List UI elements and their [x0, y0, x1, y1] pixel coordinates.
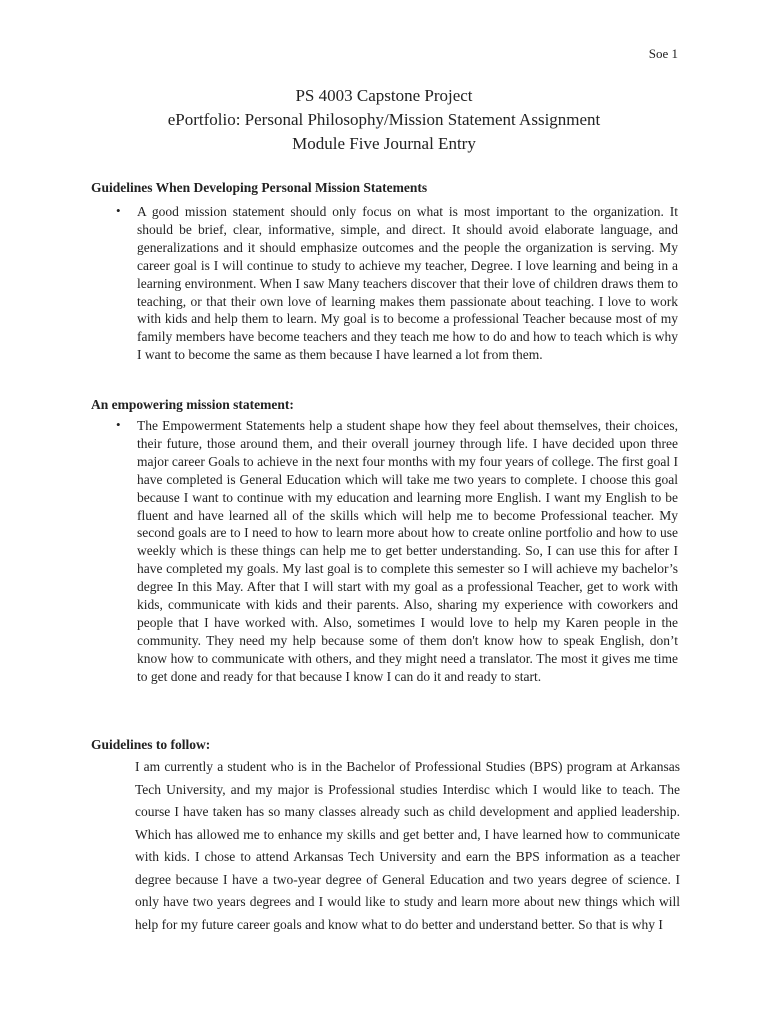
section-body-guidelines-follow: I am currently a student who is in the Bachelor of Professional Studies (BPS) program at Arkansas Tech University, and my major is Professional studies Interdisc which I would like to teach. The course I have taken has so many classes already such as child development and applied leadership. Which has allowed me to enhance my skills and get better and, I have learned how to communicate with kids. I chose to attend Arkansas Tech University and earn the BPS information as a teacher degree because I have a two-year degree of General Education and two years degree of science. I only have two years degrees and I would like to study and learn more about new things which will help for my future career goals and know what to do better and understand better. So that is why I [135, 759, 680, 932]
bullet-item-empowering [116, 417, 678, 723]
title-line-journal: Module Five Journal Entry [292, 134, 476, 153]
title-line-course: PS 4003 Capstone Project [295, 86, 473, 105]
bullet-item-mission [116, 203, 678, 381]
section-heading-guidelines-mission: Guidelines When Developing Personal Mission Statements [91, 180, 428, 195]
section-heading-empowering: An empowering mission statement: [91, 397, 294, 412]
section-body-empowering: The Empowerment Statements help a student shape how they feel about themselves, their choices, their future, those around them, and their overall journey through life. I have decided upon three major career Goals to achieve in the next four months with my four years of college. The first goal I have completed is General Education which will take me two years to complete. I choose this goal because I want to continue with my education and learning more English. I want my English to be fluent and have learned all of the skills which will help me to become Professional teacher. My second goals are to I need to how to learn more about how to create online portfolio and how to use weekly which is these things can help me to get better understanding. So, I can use this for after I have completed my goals. My last goal is to complete this semester so I will achieve my bachelor’s degree In this May. After that I will start with my goal as a professional Teacher, get to work with kids, communicate with kids and their parents. Also, sharing my experience with coworkers and people that I have worked with. Also, sometimes I would love to help my Karen people in the community. They need my help because some of them don't know how to speak English, don’t know how to communicate with others, and they might need a translator. The most it gives me time to get done and ready for that because I know I can do it and ready to start. [137, 418, 678, 684]
section-body-mission: A good mission statement should only focus on what is most important to the organization. It should be brief, clear, informative, simple, and direct. It should avoid elaborate language, and generalizations and it should emphasize outcomes and the people the organization is serving. My career goal is I will continue to study to achieve my teacher, Degree. I love learning and being in a learning environment. When I saw Many teachers discover that their love of children draws them to teaching, or that their own love of learning makes them passionate about teaching. I love to work with kids and help them to learn. My goal is to become a professional Teacher because most of my family members have become teachers and they teach me how to do and how to teach which is why I want to become the same as them because I have learned a lot from them. [137, 204, 678, 363]
section-heading-guidelines-follow: Guidelines to follow: [91, 737, 211, 752]
page-number-header: Soe 1 [648, 46, 678, 61]
bullet-icon: • [116, 417, 121, 432]
bullet-icon: • [116, 203, 121, 218]
document-title [0, 84, 768, 156]
title-line-assignment: ePortfolio: Personal Philosophy/Mission Statement Assignment [167, 110, 601, 129]
